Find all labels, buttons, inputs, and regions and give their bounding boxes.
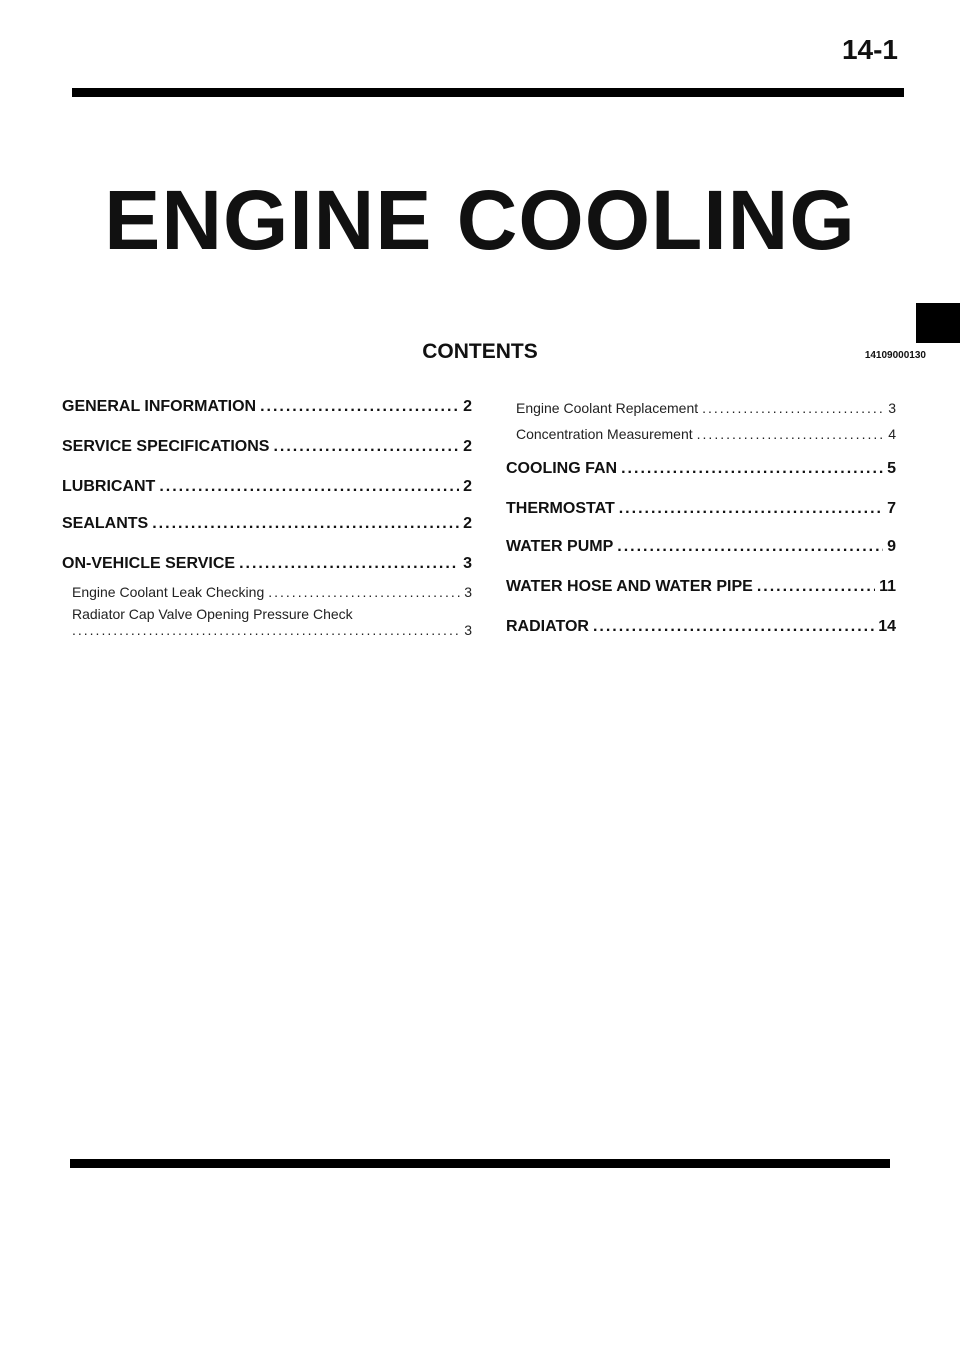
leader-dots (239, 555, 459, 573)
toc-label: RADIATOR (506, 618, 589, 635)
toc-label: WATER PUMP (506, 538, 614, 555)
toc-label: LUBRICANT (62, 478, 156, 495)
leader-dots (619, 500, 883, 518)
leader-dots (152, 515, 459, 533)
leader-dots (268, 584, 460, 600)
toc-entry-general-information[interactable] (62, 398, 472, 416)
toc-entry-radiator[interactable] (506, 618, 896, 636)
contents-heading: CONTENTS (422, 340, 538, 363)
toc-entry-service-specifications[interactable] (62, 438, 472, 456)
toc-page: 2 (463, 398, 472, 415)
leader-dots (621, 460, 883, 478)
toc-page: 3 (464, 622, 472, 638)
toc-page: 11 (879, 578, 896, 595)
leader-dots (697, 426, 885, 442)
toc-entry-water-pump[interactable] (506, 538, 896, 556)
toc-page: 4 (888, 426, 896, 442)
bottom-rule (70, 1159, 890, 1168)
toc-label: GENERAL INFORMATION (62, 398, 257, 415)
toc-page: 3 (464, 584, 472, 600)
leader-dots (159, 478, 459, 496)
toc-label: SEALANTS (62, 515, 149, 532)
toc-label: THERMOSTAT (506, 500, 615, 517)
toc-entry-engine-coolant-replacement[interactable] (506, 400, 896, 416)
leader-dots (617, 538, 883, 556)
toc-entry-sealants[interactable] (62, 515, 472, 533)
toc-page: 9 (887, 538, 896, 555)
toc-page: 2 (463, 438, 472, 455)
toc-label: WATER HOSE AND WATER PIPE (506, 578, 753, 595)
toc-entry-concentration-measurement[interactable] (506, 426, 896, 442)
toc-page: 3 (463, 555, 472, 572)
leader-dots (702, 400, 884, 416)
leader-dots (72, 622, 460, 638)
page-number: 14-1 (841, 34, 898, 65)
leader-dots (273, 438, 459, 456)
toc-entry-cooling-fan[interactable] (506, 460, 896, 478)
toc-label: Radiator Cap Valve Opening Pressure Check (72, 606, 353, 622)
toc-entry-on-vehicle-service[interactable] (62, 555, 472, 573)
toc-page: 7 (887, 500, 896, 517)
toc-label: Engine Coolant Leak Checking (72, 584, 265, 600)
toc-page: 5 (887, 460, 896, 477)
leader-dots (593, 618, 874, 636)
toc-entry-engine-coolant-leak-checking[interactable] (62, 584, 472, 600)
toc-entry-thermostat[interactable] (506, 500, 896, 518)
toc-page: 2 (463, 478, 472, 495)
toc-page: 2 (463, 515, 472, 532)
toc-label: Concentration Measurement (516, 426, 693, 442)
top-rule (72, 88, 904, 97)
toc-entry-lubricant[interactable] (62, 478, 472, 496)
toc-label: ON-VEHICLE SERVICE (62, 555, 236, 572)
page-title: ENGINE COOLING (104, 173, 856, 267)
toc-label: SERVICE SPECIFICATIONS (62, 438, 270, 455)
toc-entry-water-hose-and-water-pipe[interactable] (506, 578, 896, 596)
toc-page: 14 (878, 618, 896, 635)
leader-dots (260, 398, 459, 416)
toc-label: COOLING FAN (506, 460, 618, 477)
document-code: 14109000130 (864, 350, 926, 361)
leader-dots (757, 578, 875, 596)
section-tab-marker (916, 303, 960, 343)
toc-label: Engine Coolant Replacement (516, 400, 699, 416)
toc-page: 3 (888, 400, 896, 416)
toc-entry-radiator-cap-check[interactable] (72, 606, 472, 638)
